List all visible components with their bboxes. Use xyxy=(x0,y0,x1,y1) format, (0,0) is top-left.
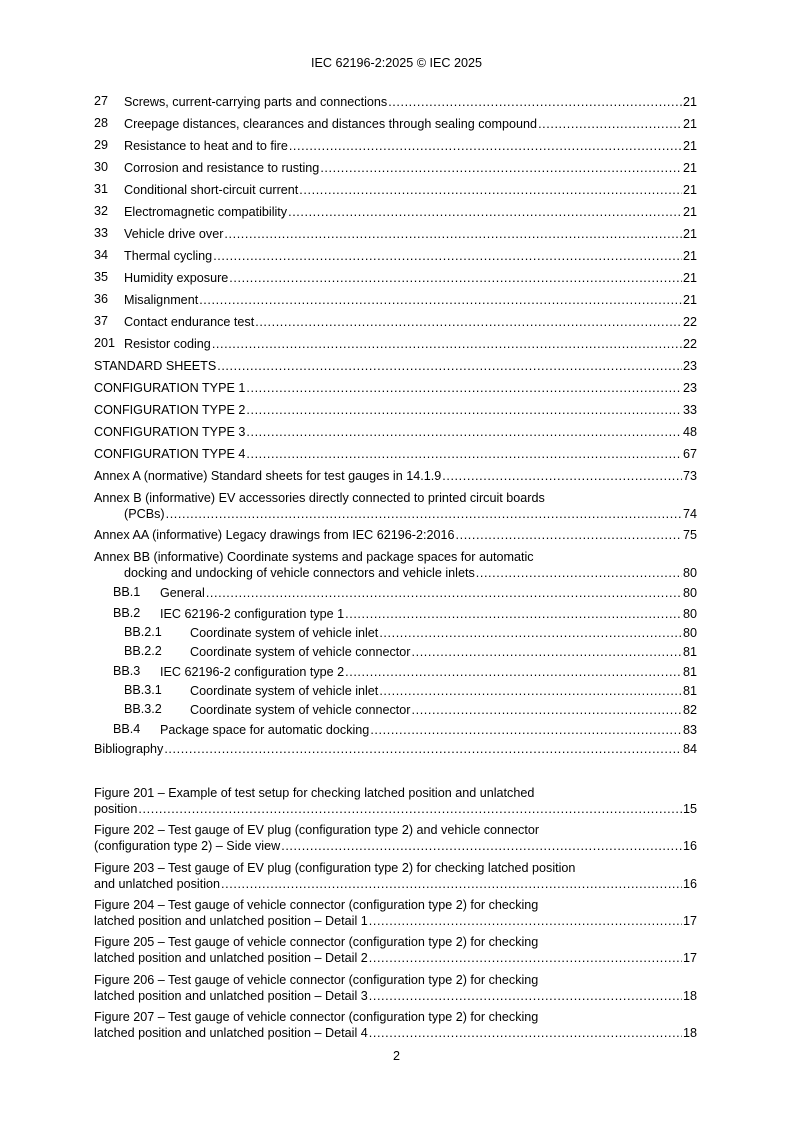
entry-title[interactable]: Misalignment xyxy=(124,293,199,307)
dot-leader xyxy=(388,94,682,110)
entry-page[interactable]: 21 xyxy=(682,227,697,241)
entry-line xyxy=(94,402,697,418)
entry-line xyxy=(94,988,697,1004)
dot-leader xyxy=(206,585,682,601)
entry-line xyxy=(94,549,697,565)
toc-entry[interactable] xyxy=(94,741,697,757)
entry-title[interactable]: (configuration type 2) – Side view xyxy=(94,838,281,853)
entry-page[interactable]: 81 xyxy=(682,645,697,659)
toc-entry[interactable] xyxy=(94,722,697,738)
entry-page[interactable]: 17 xyxy=(682,913,697,928)
entry-page[interactable]: 21 xyxy=(682,293,697,307)
entry-number: 36 xyxy=(94,292,109,306)
toc-entry[interactable] xyxy=(94,336,697,352)
entry-page[interactable]: 21 xyxy=(682,161,697,175)
dot-leader xyxy=(166,506,682,522)
dot-leader xyxy=(199,292,682,308)
dot-leader xyxy=(246,446,682,462)
entry-number: 31 xyxy=(94,182,109,196)
toc-entry[interactable] xyxy=(94,270,697,286)
entry-title[interactable]: docking and undocking of vehicle connectors and vehicle inlets xyxy=(124,565,475,580)
entry-line xyxy=(94,358,697,374)
entry-page[interactable]: 82 xyxy=(682,703,697,717)
entry-number: BB.4 xyxy=(113,722,141,736)
toc-entry[interactable] xyxy=(94,138,697,154)
entry-title[interactable]: Contact endurance test xyxy=(124,315,255,329)
entry-title[interactable]: CONFIGURATION TYPE 2 xyxy=(94,403,246,417)
entry-title[interactable]: Conditional short-circuit current xyxy=(124,183,299,197)
toc-entry[interactable] xyxy=(94,94,697,110)
entry-line xyxy=(160,664,697,680)
entry-line xyxy=(94,380,697,396)
toc-entry[interactable] xyxy=(94,683,697,699)
dot-leader xyxy=(212,336,682,352)
entry-line xyxy=(94,490,697,506)
figures-entry[interactable] xyxy=(94,934,697,965)
entry-line xyxy=(94,801,697,817)
toc-entry[interactable] xyxy=(94,248,697,264)
entry-number: BB.3 xyxy=(113,664,141,678)
entry-number: BB.2 xyxy=(113,606,141,620)
entry-page[interactable]: 75 xyxy=(682,528,697,542)
dot-leader xyxy=(379,683,682,699)
entry-line xyxy=(94,527,697,543)
dot-leader xyxy=(281,838,682,854)
dot-leader xyxy=(476,565,682,581)
entry-title[interactable]: Package space for automatic docking xyxy=(160,723,370,737)
dot-leader xyxy=(369,988,682,1004)
entry-page[interactable]: 48 xyxy=(682,425,697,439)
entry-title[interactable]: Figure 204 – Test gauge of vehicle connector (configuration type 2) for checking xyxy=(94,898,539,912)
entry-page[interactable]: 67 xyxy=(682,447,697,461)
figures-entry[interactable] xyxy=(94,860,697,891)
entry-line xyxy=(190,625,697,641)
dot-leader xyxy=(379,625,682,641)
entry-page[interactable]: 80 xyxy=(682,586,697,600)
figures-entry[interactable] xyxy=(94,897,697,928)
toc-entry[interactable] xyxy=(94,702,697,718)
entry-page[interactable]: 83 xyxy=(682,723,697,737)
entry-page[interactable]: 80 xyxy=(682,565,697,580)
dot-leader xyxy=(255,314,682,330)
entry-title[interactable]: Figure 203 – Test gauge of EV plug (configuration type 2) for checking latched position xyxy=(94,861,576,875)
entry-page[interactable]: 73 xyxy=(682,469,697,483)
entry-number: 33 xyxy=(94,226,109,240)
dot-leader xyxy=(345,664,682,680)
entry-title[interactable]: Creepage distances, clearances and distances through sealing compound xyxy=(124,117,538,131)
toc-entry[interactable] xyxy=(94,606,697,622)
entry-line xyxy=(124,565,697,581)
entry-page[interactable]: 23 xyxy=(682,381,697,395)
entry-number: BB.1 xyxy=(113,585,141,599)
entry-line xyxy=(160,585,697,601)
entry-page[interactable]: 23 xyxy=(682,359,697,373)
entry-title[interactable]: and unlatched position xyxy=(94,876,221,891)
entry-page[interactable]: 21 xyxy=(682,95,697,109)
entry-page[interactable]: 21 xyxy=(682,139,697,153)
entry-title[interactable]: Corrosion and resistance to rusting xyxy=(124,161,320,175)
toc-entry[interactable] xyxy=(94,380,697,396)
toc-entry[interactable] xyxy=(94,625,697,641)
toc-entry[interactable] xyxy=(94,527,697,543)
entry-line xyxy=(124,292,697,308)
entry-line xyxy=(124,94,697,110)
toc-entry[interactable] xyxy=(94,664,697,680)
figures-entry[interactable] xyxy=(94,972,697,1003)
entry-title[interactable]: CONFIGURATION TYPE 4 xyxy=(94,447,246,461)
dot-leader xyxy=(412,702,682,718)
entry-page[interactable]: 16 xyxy=(682,876,697,891)
entry-title[interactable]: Coordinate system of vehicle inlet xyxy=(190,626,379,640)
entry-number: 30 xyxy=(94,160,109,174)
entry-title[interactable]: Annex AA (informative) Legacy drawings from IEC 62196-2:2016 xyxy=(94,528,455,542)
entry-line xyxy=(190,683,697,699)
entry-title[interactable]: STANDARD SHEETS xyxy=(94,359,217,373)
entry-title[interactable]: IEC 62196-2 configuration type 1 xyxy=(160,607,345,621)
entry-page[interactable]: 21 xyxy=(682,183,697,197)
entry-line xyxy=(94,913,697,929)
toc-entry[interactable] xyxy=(94,358,697,374)
entry-number: 34 xyxy=(94,248,109,262)
entry-title[interactable]: Coordinate system of vehicle connector xyxy=(190,703,411,717)
dot-leader xyxy=(221,876,682,892)
entry-title[interactable]: Annex BB (informative) Coordinate systems and package spaces for automatic xyxy=(94,550,534,564)
entry-page[interactable]: 17 xyxy=(682,950,697,965)
toc-entry[interactable] xyxy=(94,226,697,242)
entry-title[interactable]: Coordinate system of vehicle connector xyxy=(190,645,411,659)
dot-leader xyxy=(288,204,682,220)
entry-page[interactable]: 33 xyxy=(682,403,697,417)
page-number: 2 xyxy=(392,1049,400,1063)
entry-line xyxy=(94,1009,697,1025)
entry-number: 29 xyxy=(94,138,109,152)
entry-page[interactable]: 84 xyxy=(682,742,697,756)
entry-title[interactable]: Figure 201 – Example of test setup for checking latched position and unlatched xyxy=(94,786,535,800)
entry-line xyxy=(94,950,697,966)
page-header: IEC 62196-2:2025 © IEC 2025 xyxy=(310,56,482,70)
entry-line xyxy=(94,1025,697,1041)
entry-number: 37 xyxy=(94,314,109,328)
entry-title[interactable]: Annex A (normative) Standard sheets for test gauges in 14.1.9 xyxy=(94,469,442,483)
entry-page[interactable]: 18 xyxy=(682,988,697,1003)
entry-title[interactable]: latched position and unlatched position – Detail 1 xyxy=(94,913,368,928)
dot-leader xyxy=(246,380,682,396)
dot-leader xyxy=(246,424,682,440)
entry-page[interactable]: 21 xyxy=(682,271,697,285)
entry-title[interactable]: Figure 206 – Test gauge of vehicle connector (configuration type 2) for checking xyxy=(94,973,539,987)
entry-number: 32 xyxy=(94,204,109,218)
figures-entry[interactable] xyxy=(94,785,697,816)
entry-line xyxy=(190,644,697,660)
toc-entry[interactable] xyxy=(94,402,697,418)
entry-number: BB.2.1 xyxy=(124,625,162,639)
entry-number: 27 xyxy=(94,94,109,108)
entry-title[interactable]: Resistance to heat and to fire xyxy=(124,139,288,153)
entry-page[interactable]: 81 xyxy=(682,684,697,698)
toc-entry[interactable] xyxy=(94,490,697,521)
toc-entry[interactable] xyxy=(94,182,697,198)
dot-leader xyxy=(299,182,682,198)
entry-line xyxy=(124,248,697,264)
entry-line xyxy=(160,722,697,738)
entry-title[interactable]: Resistor coding xyxy=(124,337,211,351)
entry-number: BB.3.2 xyxy=(124,702,162,716)
dot-leader xyxy=(456,527,682,543)
entry-line xyxy=(94,424,697,440)
entry-line xyxy=(94,822,697,838)
entry-title[interactable]: latched position and unlatched position – Detail 2 xyxy=(94,950,368,965)
entry-title[interactable]: Vehicle drive over xyxy=(124,227,224,241)
entry-line xyxy=(94,934,697,950)
toc-entry[interactable] xyxy=(94,424,697,440)
entry-title[interactable]: CONFIGURATION TYPE 3 xyxy=(94,425,246,439)
figures-entry[interactable] xyxy=(94,822,697,853)
dot-leader xyxy=(369,913,682,929)
entry-page[interactable]: 21 xyxy=(682,249,697,263)
entry-title[interactable]: Humidity exposure xyxy=(124,271,229,285)
entry-number: BB.3.1 xyxy=(124,683,162,697)
dot-leader xyxy=(246,402,682,418)
entry-title[interactable]: Electromagnetic compatibility xyxy=(124,205,288,219)
dot-leader xyxy=(538,116,682,132)
entry-line xyxy=(124,506,697,522)
entry-title[interactable]: General xyxy=(160,586,205,600)
toc-entry[interactable] xyxy=(94,468,697,484)
entry-page[interactable]: 21 xyxy=(682,117,697,131)
entry-page[interactable]: 81 xyxy=(682,665,697,679)
entry-title[interactable]: latched position and unlatched position – Detail 4 xyxy=(94,1025,368,1040)
entry-page[interactable]: 18 xyxy=(682,1025,697,1040)
dot-leader xyxy=(213,248,682,264)
entry-line xyxy=(94,860,697,876)
entry-title[interactable]: Coordinate system of vehicle inlet xyxy=(190,684,379,698)
dot-leader xyxy=(369,1025,682,1041)
entry-title[interactable]: Figure 205 – Test gauge of vehicle connector (configuration type 2) for checking xyxy=(94,935,539,949)
entry-page[interactable]: 16 xyxy=(682,838,697,853)
entry-title[interactable]: Thermal cycling xyxy=(124,249,213,263)
entry-line xyxy=(124,314,697,330)
toc-entry[interactable] xyxy=(94,204,697,220)
entry-page[interactable]: 80 xyxy=(682,607,697,621)
entry-line xyxy=(94,876,697,892)
entry-title[interactable]: Annex B (informative) EV accessories directly connected to printed circuit boards xyxy=(94,491,545,505)
toc-entry[interactable] xyxy=(94,585,697,601)
entry-title[interactable]: Screws, current-carrying parts and connections xyxy=(124,95,388,109)
toc-entry[interactable] xyxy=(94,116,697,132)
entry-line xyxy=(94,468,697,484)
toc-entry[interactable] xyxy=(94,446,697,462)
dot-leader xyxy=(412,644,682,660)
dot-leader xyxy=(164,741,682,757)
entry-line xyxy=(124,182,697,198)
dot-leader xyxy=(217,358,682,374)
figures-entry[interactable] xyxy=(94,1009,697,1040)
entry-page[interactable]: 15 xyxy=(682,801,697,816)
entry-title[interactable]: Figure 202 – Test gauge of EV plug (configuration type 2) and vehicle connector xyxy=(94,823,540,837)
entry-title[interactable]: CONFIGURATION TYPE 1 xyxy=(94,381,246,395)
entry-number: BB.2.2 xyxy=(124,644,162,658)
toc-entry[interactable] xyxy=(94,292,697,308)
entry-title[interactable]: position xyxy=(94,801,138,816)
entry-line xyxy=(124,116,697,132)
entry-page[interactable]: 22 xyxy=(682,337,697,351)
dot-leader xyxy=(442,468,682,484)
dot-leader xyxy=(320,160,682,176)
dot-leader xyxy=(138,801,682,817)
entry-title[interactable]: latched position and unlatched position – Detail 3 xyxy=(94,988,368,1003)
entry-line xyxy=(160,606,697,622)
entry-line xyxy=(124,204,697,220)
entry-line xyxy=(94,741,697,757)
entry-line xyxy=(124,336,697,352)
entry-number: 201 xyxy=(94,336,116,350)
entry-title[interactable]: Bibliography xyxy=(94,742,164,756)
toc-entry[interactable] xyxy=(94,314,697,330)
toc-entry[interactable] xyxy=(94,549,697,580)
entry-title[interactable]: Figure 207 – Test gauge of vehicle connector (configuration type 2) for checking xyxy=(94,1010,539,1024)
entry-line xyxy=(124,138,697,154)
dot-leader xyxy=(369,950,682,966)
entry-line xyxy=(94,897,697,913)
dot-leader xyxy=(345,606,682,622)
entry-title[interactable]: (PCBs) xyxy=(124,506,165,521)
entry-line xyxy=(124,160,697,176)
entry-title[interactable]: IEC 62196-2 configuration type 2 xyxy=(160,665,345,679)
entry-page[interactable]: 21 xyxy=(682,205,697,219)
entry-number: 35 xyxy=(94,270,109,284)
dot-leader xyxy=(370,722,682,738)
toc-entry[interactable] xyxy=(94,160,697,176)
entry-line xyxy=(94,785,697,801)
entry-line xyxy=(94,446,697,462)
entry-page[interactable]: 74 xyxy=(682,506,697,521)
entry-page[interactable]: 80 xyxy=(682,626,697,640)
dot-leader xyxy=(224,226,682,242)
entry-line xyxy=(190,702,697,718)
entry-line xyxy=(94,838,697,854)
entry-line xyxy=(124,226,697,242)
entry-line xyxy=(94,972,697,988)
dot-leader xyxy=(289,138,682,154)
entry-number: 28 xyxy=(94,116,109,130)
entry-page[interactable]: 22 xyxy=(682,315,697,329)
toc-entry[interactable] xyxy=(94,644,697,660)
entry-line xyxy=(124,270,697,286)
dot-leader xyxy=(229,270,682,286)
